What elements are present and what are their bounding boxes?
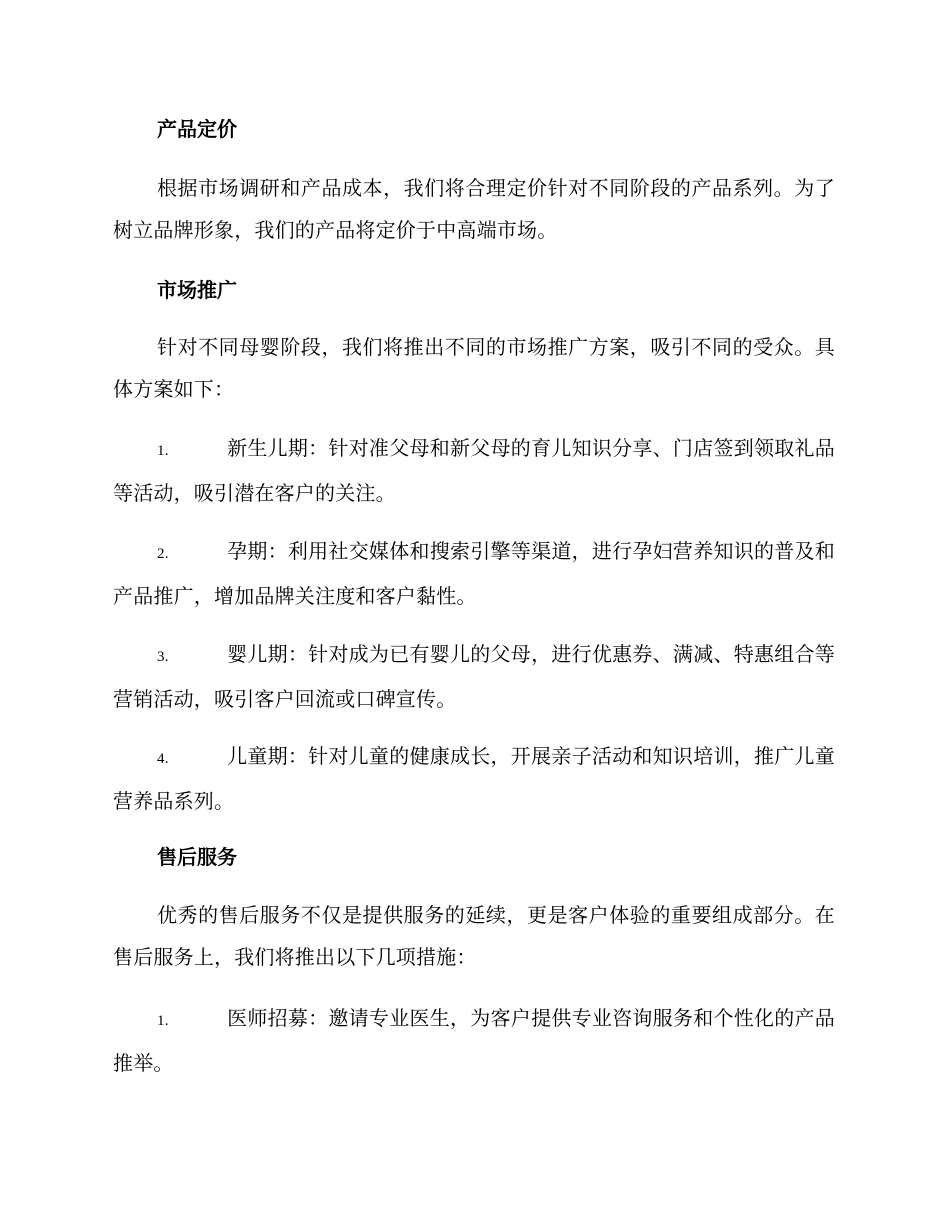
list-item-marketing-4	[113, 735, 835, 822]
list-number: 2.	[157, 546, 169, 562]
list-number: 1.	[157, 1013, 169, 1029]
paragraph-after-sales: 优秀的售后服务不仅是提供服务的延续，更是客户体验的重要组成部分。在售后服务上，我们将推出以下几项措施：	[113, 903, 835, 969]
list-item-marketing-3	[113, 633, 835, 720]
list-number: 4.	[157, 751, 169, 767]
list-text: 医师招募：邀请专业医生，为客户提供专业咨询服务和个性化的产品推举。	[113, 1006, 835, 1075]
list-text: 孕期：利用社交媒体和搜索引擎等渠道，进行孕妇营养知识的普及和产品推广，增加品牌关注度和客户黏性。	[113, 539, 835, 608]
list-text: 新生儿期：针对准父母和新父母的育儿知识分享、门店签到领取礼品等活动，吸引潜在客户的关注。	[113, 436, 835, 505]
list-number: 1.	[157, 443, 169, 459]
list-text: 儿童期：针对儿童的健康成长，开展亲子活动和知识培训，推广儿童营养品系列。	[113, 744, 835, 813]
list-item-marketing-2	[113, 530, 835, 617]
list-item-after-sales-1	[113, 997, 835, 1084]
list-text: 婴儿期：针对成为已有婴儿的父母，进行优惠券、满减、特惠组合等营销活动，吸引客户回流或口碑宣传。	[113, 642, 835, 711]
paragraph-pricing: 根据市场调研和产品成本，我们将合理定价针对不同阶段的产品系列。为了树立品牌形象，我们的产品将定价于中高端市场。	[113, 176, 835, 242]
heading-after-sales: 售后服务	[157, 845, 237, 869]
list-item-marketing-1	[113, 427, 835, 514]
heading-pricing: 产品定价	[157, 117, 237, 141]
heading-marketing: 市场推广	[157, 278, 237, 302]
list-number: 3.	[157, 649, 169, 665]
paragraph-marketing: 针对不同母婴阶段，我们将推出不同的市场推广方案，吸引不同的受众。具体方案如下：	[113, 335, 835, 401]
